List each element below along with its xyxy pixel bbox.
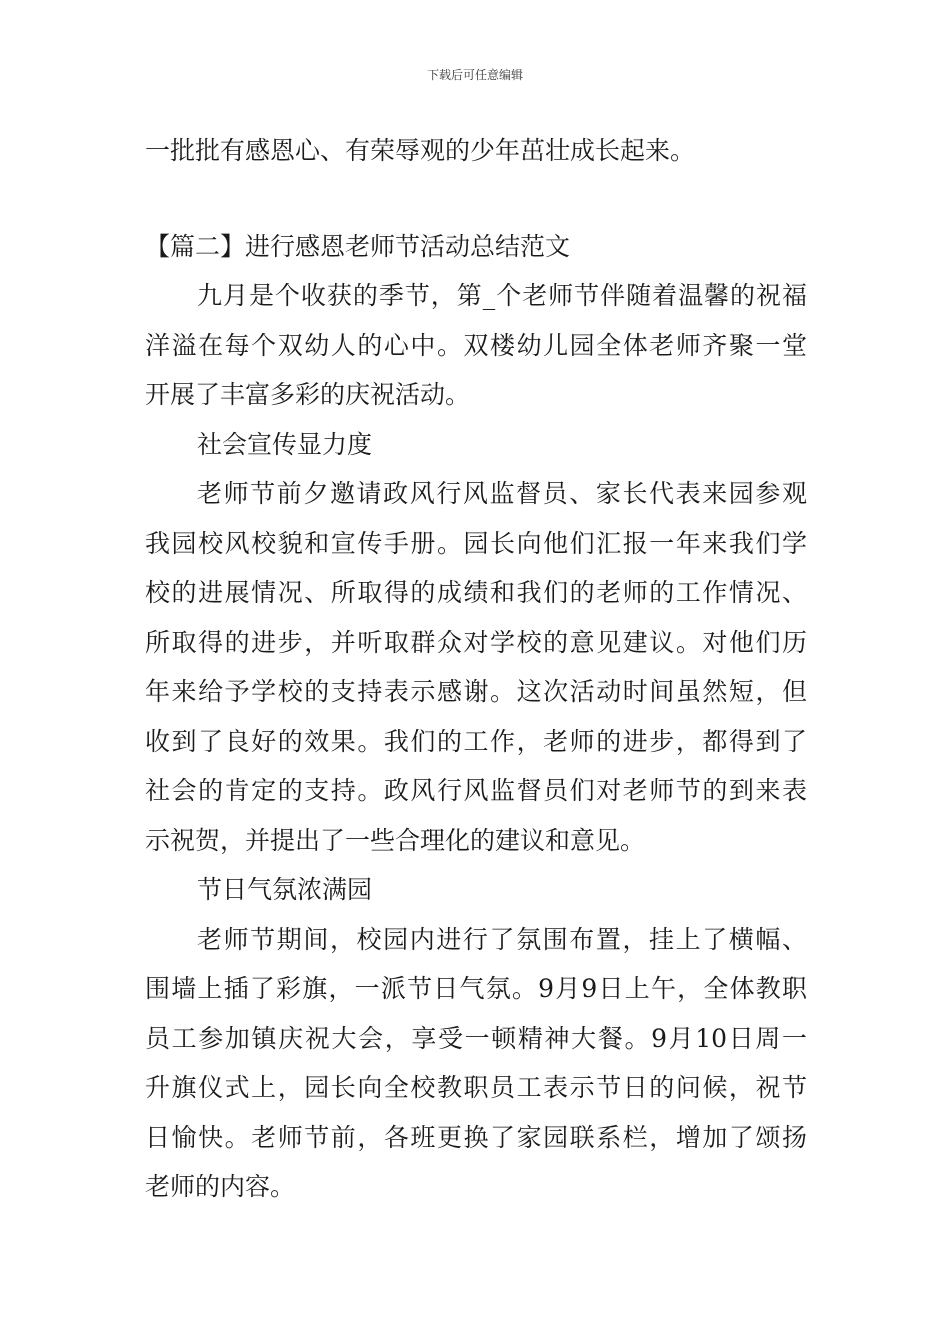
- paragraph-line: 员工参加镇庆祝大会，享受一顿精神大餐。9月10日周一: [145, 1023, 807, 1053]
- opening-line: 一批批有感恩心、有荣辱观的少年茁壮成长起来。: [145, 136, 696, 165]
- paragraph-line: 年来给予学校的支持表示感谢。这次活动时间虽然短，但: [145, 677, 807, 706]
- paragraph-line: 九月是个收获的季节，第_个老师节伴随着温馨的祝福: [197, 281, 807, 310]
- paragraph-1: [145, 271, 807, 420]
- subheading-publicity: 社会宣传显力度: [197, 429, 373, 459]
- paragraph-line: 校的进展情况、所取得的成绩和我们的老师的工作情况、: [145, 578, 807, 607]
- paragraph-line: 日愉快。老师节前，各班更换了家园联系栏，增加了颂扬: [145, 1122, 807, 1152]
- paragraph-line: 社会的肯定的支持。政风行风监督员们对老师节的到来表: [145, 776, 807, 805]
- paragraph-line: 收到了良好的效果。我们的工作，老师的进步，都得到了: [145, 726, 807, 756]
- paragraph-line: 升旗仪式上，园长向全校教职员工表示节日的问候，祝节: [145, 1073, 807, 1102]
- paragraph-line: 所取得的进步，并听取群众对学校的意见建议。对他们历: [145, 627, 807, 657]
- paragraph-line: 老师的内容。: [145, 1172, 296, 1201]
- paragraph-line: 洋溢在每个双幼人的心中。双楼幼儿园全体老师齐聚一堂: [145, 330, 807, 360]
- paragraph-line: 老师节期间，校园内进行了氛围布置，挂上了横幅、: [197, 924, 807, 954]
- paragraph-2: [145, 469, 807, 865]
- page-header-note: 下载后可任意编辑: [426, 68, 523, 82]
- section-title: 【篇二】进行感恩老师节活动总结范文: [145, 231, 571, 261]
- paragraph-line: 我园校风校貌和宣传手册。园长向他们汇报一年来我们学: [145, 528, 807, 558]
- paragraph-line: 围墙上插了彩旗，一派节日气氛。9月9日上午，全体教职: [145, 974, 807, 1003]
- paragraph-3: [145, 915, 807, 1212]
- subheading-festival: 节日气氛浓满园: [197, 875, 373, 904]
- document-body: [145, 126, 807, 1212]
- paragraph-line: 开展了丰富多彩的庆祝活动。: [145, 380, 471, 409]
- paragraph-line: 老师节前夕邀请政风行风监督员、家长代表来园参观: [197, 479, 807, 508]
- paragraph-line: 示祝贺，并提出了一些合理化的建议和意见。: [145, 825, 646, 855]
